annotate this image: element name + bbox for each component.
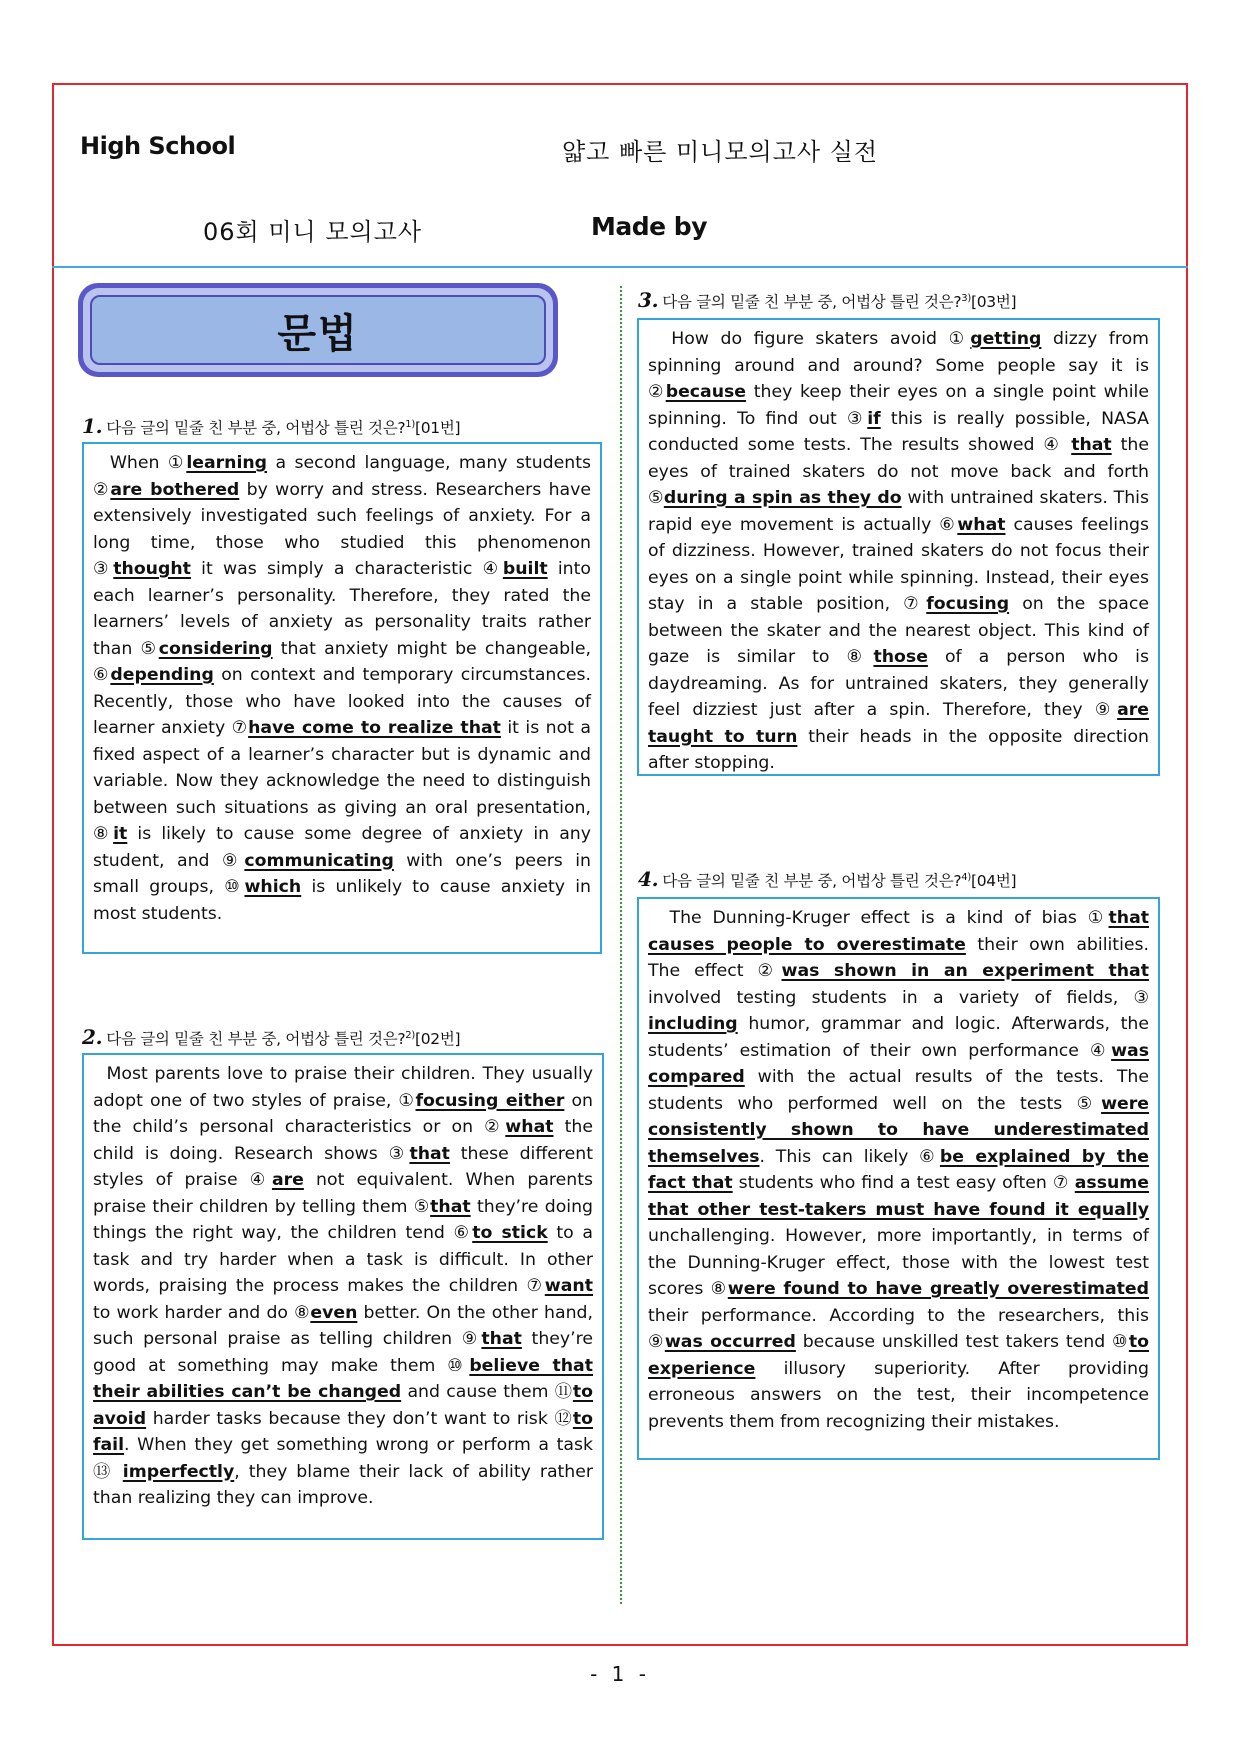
underlined-choice: to stick xyxy=(472,1223,548,1243)
underlined-choice: focusing either xyxy=(415,1090,565,1111)
section-badge-border xyxy=(83,288,553,372)
question-number: 2. xyxy=(82,1025,103,1049)
underlined-choice: was occurred xyxy=(664,1332,796,1352)
question-title xyxy=(82,1025,460,1049)
underlined-choice: to avoid xyxy=(93,1382,594,1429)
made-by-label: Made by xyxy=(591,212,707,241)
underlined-choice: those xyxy=(873,647,928,667)
underlined-choice: were consistently shown to have underestimated themselves xyxy=(648,1093,1149,1167)
question-source: [03번] xyxy=(970,293,1017,311)
underlined-choice: want xyxy=(544,1276,593,1296)
question-source: [01번] xyxy=(414,419,461,437)
underlined-choice: getting xyxy=(970,329,1042,349)
page-number: - 1 - xyxy=(590,1662,650,1686)
underlined-choice: which xyxy=(244,877,302,897)
underlined-choice: if xyxy=(867,408,881,429)
underlined-choice: that xyxy=(409,1143,450,1164)
underlined-choice: what xyxy=(957,514,1006,535)
underlined-choice: was compared xyxy=(648,1040,1149,1087)
section-title: 문법 xyxy=(277,310,359,357)
section-badge xyxy=(78,283,558,377)
underlined-choice: that xyxy=(1071,435,1112,455)
underlined-choice: are taught to turn xyxy=(648,700,1149,747)
underlined-choice: because xyxy=(665,382,747,402)
underlined-choice: to experience xyxy=(648,1332,1149,1379)
footnote-mark: 4) xyxy=(961,871,971,883)
underlined-choice: to fail xyxy=(93,1408,593,1455)
underlined-choice: considering xyxy=(158,638,273,659)
underlined-choice: built xyxy=(502,559,548,579)
underlined-choice: it xyxy=(113,824,128,844)
question-number: 3. xyxy=(638,288,659,312)
question-title xyxy=(638,288,1016,312)
school-label: High School xyxy=(80,132,236,160)
question-title xyxy=(638,867,1016,891)
passage-box: When ①learning a second language, many students ②are bothered by worry and stress. Researchers have extensively investigated such feelings of anxiety. For a long time, those who studied this phenomenon ③thought it was simply a characteristic ④built into each learner’s personality. Therefore, they rated the learners’ levels of anxiety as personality traits rather than ⑤considering that anxiety might be changeable, ⑥depending on context and temporary circumstances. Recently, those who have looked into the causes of learner anxiety ⑦have come to realize that it is not a fixed aspect of a learner’s character but is dynamic and variable. Now they acknowledge the need to distinguish between such situations as giving an oral presentation, ⑧it is likely to cause some degree of anxiety in any student, and ⑨communicating with one’s peers in small groups, ⑩which is unlikely to cause anxiety in most students. xyxy=(82,442,602,954)
question-number: 1. xyxy=(82,414,103,438)
series-title: 얇고 빠른 미니모의고사 실전 xyxy=(562,138,879,166)
footnote-mark: 1) xyxy=(405,418,415,430)
underlined-choice: thought xyxy=(113,559,191,579)
underlined-choice: was shown in an experiment that xyxy=(781,961,1149,981)
question-source: [02번] xyxy=(414,1030,461,1048)
question-prompt: 다음 글의 밑줄 친 부분 중, 어법상 틀린 것은? xyxy=(662,293,962,311)
underlined-choice: imperfectly xyxy=(122,1461,235,1482)
underlined-choice: are xyxy=(271,1170,304,1190)
question-prompt: 다음 글의 밑줄 친 부분 중, 어법상 틀린 것은? xyxy=(106,419,406,437)
passage-box: The Dunning-Kruger effect is a kind of bias ①that causes people to overestimate their own abilities. The effect ②was shown in an experiment that involved testing students in a variety of fields, ③ including humor, grammar and logic. Afterwards, the students’ estimation of their own performance ④was compared with the actual results of the tests. The students who performed well on the tests ⑤were consistently shown to have underestimated themselves. This can likely ⑥be explained by the fact that students who find a test easy often ⑦ assume that other test-takers must have found it equally unchallenging. However, more importantly, in terms of the Dunning-Kruger effect, those with the lowest test scores ⑧were found to have greatly overestimated their performance. According to the researchers, this ⑨was occurred because unskilled test takers tend ⑩to experience illusory superiority. After providing erroneous answers on the test, their incompetence prevents them from recognizing their mistakes. xyxy=(637,897,1160,1460)
underlined-choice: what xyxy=(505,1117,554,1137)
question-title xyxy=(82,414,460,438)
underlined-choice: that causes people to overestimate xyxy=(648,908,1149,955)
underlined-choice: learning xyxy=(186,453,268,473)
underlined-choice: communicating xyxy=(244,850,394,871)
question-prompt: 다음 글의 밑줄 친 부분 중, 어법상 틀린 것은? xyxy=(106,1030,406,1048)
underlined-choice: believe that their abilities can’t be changed xyxy=(93,1355,593,1402)
underlined-choice: assume that other test-takers must have found it equally xyxy=(648,1173,1150,1220)
footnote-mark: 3) xyxy=(961,292,971,304)
header-rule xyxy=(52,266,1188,268)
round-title: 06회 미니 모의고사 xyxy=(203,218,423,246)
underlined-choice: be explained by the fact that xyxy=(648,1146,1149,1193)
underlined-choice: are bothered xyxy=(110,479,240,500)
question-source: [04번] xyxy=(970,872,1017,890)
question-number: 4. xyxy=(638,867,659,891)
passage-box: Most parents love to praise their children. They usually adopt one of two styles of praise, ①focusing either on the child’s personal characteristics or on ②what the child is doing. Research shows ③that these different styles of praise ④are not equivalent. When parents praise their children by telling them ⑤that they’re doing things the right way, the children tend ⑥to stick to a task and try harder when a task is difficult. In other words, praising the process makes the children ⑦want to work harder and do ⑧even better. On the other hand, such personal praise as telling children ⑨that they’re good at something may make them ⑩believe that their abilities can’t be changed and cause them ⑪to avoid harder tasks because they don’t want to risk ⑫to fail. When they get something wrong or perform a task ⑬ imperfectly, they blame their lack of ability rather than realizing they can improve. xyxy=(82,1053,604,1540)
underlined-choice: were found to have greatly overestimated xyxy=(727,1279,1149,1299)
passage-box: How do figure skaters avoid ①getting dizzy from spinning around and around? Some people say it is ②because they keep their eyes on a single point while spinning. To find out ③if this is really possible, NASA conducted some tests. The results showed ④ that the eyes of trained skaters do not move back and forth ⑤during a spin as they do with untrained skaters. This rapid eye movement is actually ⑥what causes feelings of dizziness. However, trained skaters do not focus their eyes on a single point while spinning. Instead, their eyes stay in a stable position, ⑦focusing on the space between the skater and the nearest object. This kind of gaze is similar to ⑧those of a person who is daydreaming. As for untrained skaters, they generally feel dizziest just after a spin. Therefore, they ⑨are taught to turn their heads in the opposite direction after stopping. xyxy=(637,318,1160,776)
underlined-choice: depending xyxy=(110,665,214,685)
underlined-choice: have come to realize that xyxy=(248,718,501,738)
underlined-choice: even xyxy=(310,1302,358,1323)
underlined-choice: that xyxy=(481,1329,522,1349)
underlined-choice: including xyxy=(648,1014,738,1034)
footnote-mark: 2) xyxy=(405,1029,415,1041)
underlined-choice: during a spin as they do xyxy=(663,488,902,508)
underlined-choice: focusing xyxy=(926,594,1010,614)
section-badge-inner xyxy=(90,295,546,365)
question-prompt: 다음 글의 밑줄 친 부분 중, 어법상 틀린 것은? xyxy=(662,872,962,890)
underlined-choice: that xyxy=(430,1196,471,1217)
column-divider xyxy=(620,286,622,1604)
